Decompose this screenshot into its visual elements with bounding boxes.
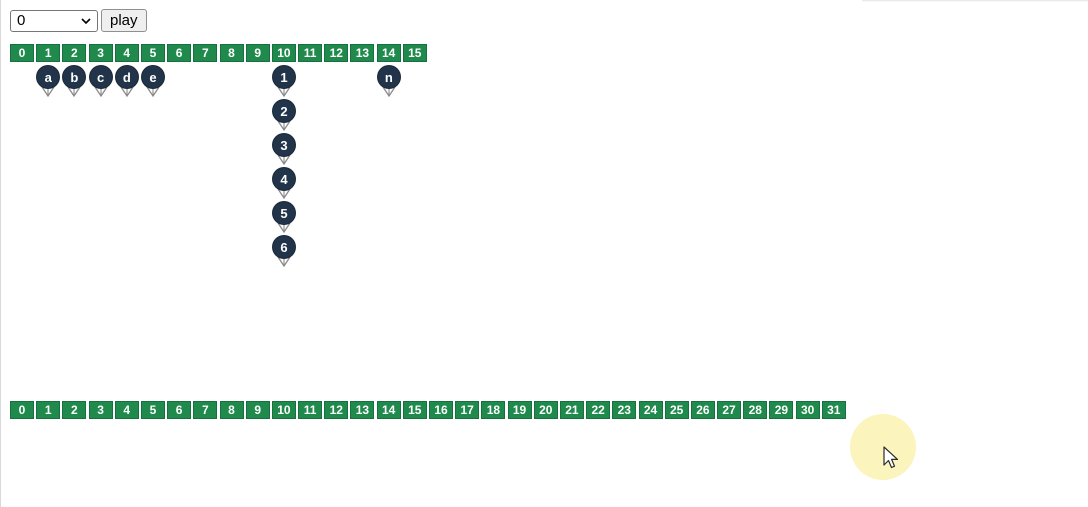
bottom-slot: 9 [246, 401, 270, 419]
bottom-slot: 26 [691, 401, 715, 419]
play-button[interactable]: play [101, 9, 147, 32]
top-slot: 10 [272, 44, 296, 62]
chain-node[interactable]: 2 [273, 100, 295, 122]
chain-node[interactable]: 6 [273, 236, 295, 258]
top-slot: 6 [167, 44, 191, 62]
window-left-edge [0, 0, 1, 507]
top-slot: 12 [324, 44, 348, 62]
bottom-slot: 27 [717, 401, 741, 419]
top-slot: 15 [403, 44, 427, 62]
chain-node[interactable]: 4 [273, 168, 295, 190]
chain-node[interactable]: 3 [273, 134, 295, 156]
bottom-slot: 14 [377, 401, 401, 419]
controls-bar [10, 9, 147, 32]
bottom-slot: 21 [560, 401, 584, 419]
bottom-slot: 6 [167, 401, 191, 419]
top-slot: 11 [298, 44, 322, 62]
bottom-slot: 2 [62, 401, 86, 419]
bottom-slot: 0 [10, 401, 34, 419]
step-select[interactable] [10, 10, 98, 32]
top-slot: 3 [89, 44, 113, 62]
step-select-value: 0 [17, 12, 26, 29]
bottom-slot: 12 [324, 401, 348, 419]
bottom-slot: 18 [481, 401, 505, 419]
bottom-slot: 30 [796, 401, 820, 419]
top-slot-row [10, 44, 429, 62]
chain-node[interactable]: 1 [273, 66, 295, 88]
thread-node[interactable]: b [63, 66, 85, 88]
top-slot: 9 [246, 44, 270, 62]
top-slot: 13 [350, 44, 374, 62]
bottom-slot: 19 [508, 401, 532, 419]
bottom-slot: 31 [822, 401, 846, 419]
bottom-slot: 5 [141, 401, 165, 419]
bottom-slot: 16 [429, 401, 453, 419]
thread-node[interactable]: a [37, 66, 59, 88]
top-slot: 14 [377, 44, 401, 62]
top-slot: 5 [141, 44, 165, 62]
mouse-cursor-icon [882, 446, 900, 470]
bottom-slot: 20 [534, 401, 558, 419]
top-shadow [862, 0, 1088, 2]
bottom-slot: 22 [586, 401, 610, 419]
bottom-slot: 13 [350, 401, 374, 419]
chevron-down-icon [81, 16, 91, 26]
bottom-slot: 1 [36, 401, 60, 419]
bottom-slot: 17 [455, 401, 479, 419]
top-slot: 4 [115, 44, 139, 62]
bottom-slot: 10 [272, 401, 296, 419]
bottom-slot: 3 [89, 401, 113, 419]
top-slot: 0 [10, 44, 34, 62]
top-slot: 7 [193, 44, 217, 62]
bottom-slot: 23 [612, 401, 636, 419]
top-slot: 1 [36, 44, 60, 62]
bottom-slot: 24 [639, 401, 663, 419]
bottom-slot: 15 [403, 401, 427, 419]
thread-node[interactable]: d [116, 66, 138, 88]
bottom-slot: 11 [298, 401, 322, 419]
thread-node[interactable]: n [378, 66, 400, 88]
bottom-slot-row [10, 401, 848, 419]
bottom-slot: 28 [743, 401, 767, 419]
bottom-slot: 29 [769, 401, 793, 419]
top-slot: 8 [220, 44, 244, 62]
bottom-slot: 8 [220, 401, 244, 419]
thread-node[interactable]: c [90, 66, 112, 88]
thread-node[interactable]: e [142, 66, 164, 88]
bottom-slot: 4 [115, 401, 139, 419]
chain-node[interactable]: 5 [273, 202, 295, 224]
top-slot: 2 [62, 44, 86, 62]
bottom-slot: 25 [665, 401, 689, 419]
bottom-slot: 7 [193, 401, 217, 419]
